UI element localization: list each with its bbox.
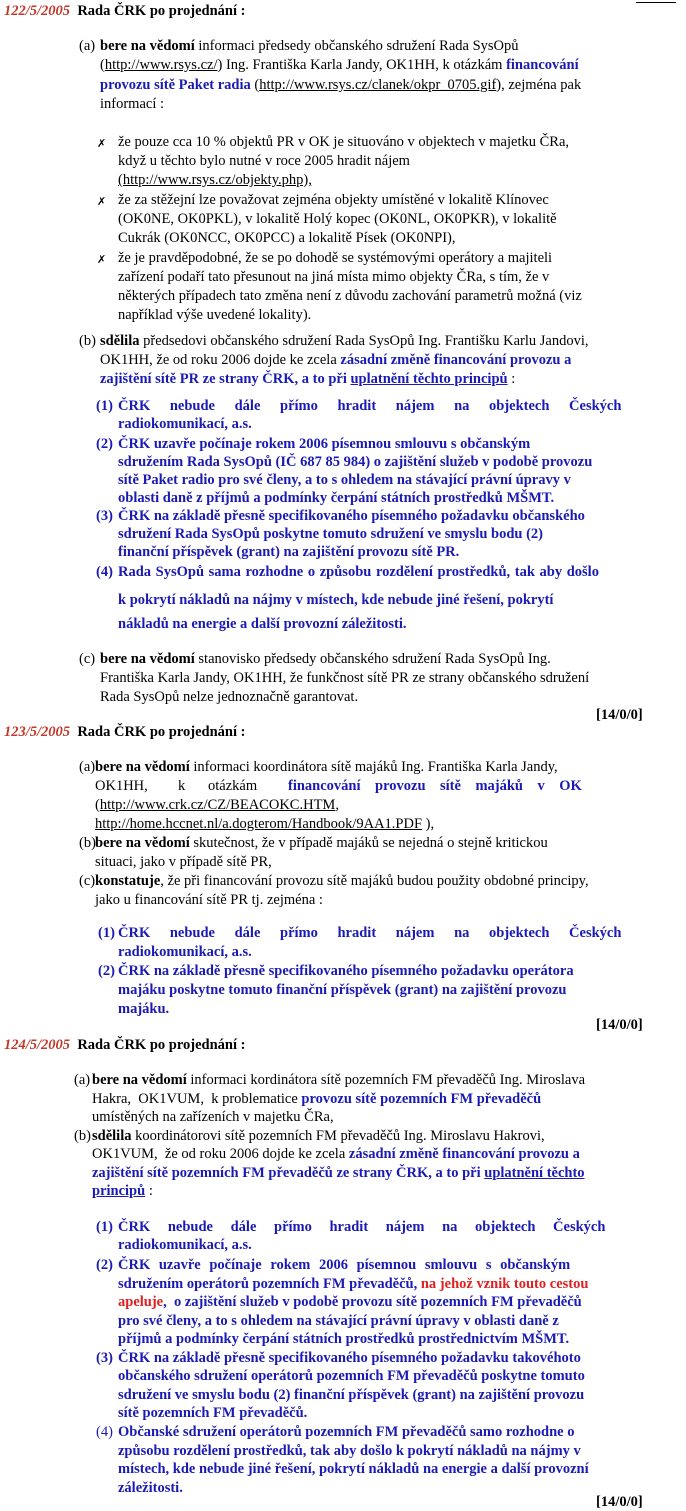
principle-line: ČRK nebude dále přímo hradit nájem na objektech Českých xyxy=(118,398,622,414)
resolution-number: 124/5/2005 xyxy=(4,1037,71,1053)
principle-line: občanského sdružení operátorů pozemních FM převaděčů poskytne tomuto xyxy=(118,1368,585,1384)
principle-line: ČRK na základě přesně specifikovaného písemného požadavku operátora xyxy=(118,963,574,979)
principle-number: (3) xyxy=(96,508,113,524)
blue-highlight: zajištění sítě PR ze strany ČRK, a to při xyxy=(100,371,351,387)
bullet-icon: ✗ xyxy=(97,138,107,150)
bold-lead: konstatuje xyxy=(95,873,161,889)
item-c-label: (c) xyxy=(79,651,96,667)
item-a-line-2: (http://www.rsys.cz/) Ing. Františka Karla Jandy, OK1HH, k otázkám financování xyxy=(100,57,579,73)
item-a-line-1 xyxy=(100,38,648,55)
resolution-title: Rada ČRK po projednání : xyxy=(77,724,246,740)
principle-number: (4) xyxy=(96,1424,113,1440)
text: ), zejména pak xyxy=(496,77,582,93)
item-b-label: (b) xyxy=(74,1128,91,1144)
item-c-label: (c) xyxy=(79,873,96,889)
item-b-line-3 xyxy=(92,1165,585,1182)
text: : xyxy=(507,371,516,387)
text: , o zajištění služeb v podobě provozu sítě pozemních FM převaděčů xyxy=(163,1294,582,1310)
blue-highlight: zásadní změně financování provozu a xyxy=(348,1146,580,1162)
bold-lead: bere na vědomí xyxy=(95,759,190,775)
principle-line: pro své členy, a to s ohledem na stávající právní úpravy v oblasti daně z xyxy=(118,1313,559,1329)
red-highlight: na jehož vznik touto cestou xyxy=(420,1276,589,1292)
resolution-title: Rada ČRK po projednání : xyxy=(77,1037,246,1053)
blue-highlight: zásadní změně financování provozu a xyxy=(340,352,572,368)
text: koordinátorovi sítě pozemních FM převaděčů Ing. Miroslavu Hakrovi, xyxy=(131,1128,545,1144)
text: ( xyxy=(250,77,260,93)
item-a-line-3 xyxy=(100,77,581,94)
item-a-line-4 xyxy=(95,816,434,833)
item-b-line-2 xyxy=(100,352,571,369)
beacokc-link[interactable]: http://www.crk.cz/CZ/BEACOKC.HTM xyxy=(99,797,336,813)
item-c-line-3: Rada SysOpů nelze jednoznačně garantovat. xyxy=(100,689,359,705)
item-a-label: (a) xyxy=(79,759,96,775)
vote-result: [14/0/0] xyxy=(596,707,643,723)
item-b-line-4 xyxy=(92,1183,153,1200)
item-b-line-2: situaci, jako v případě sítě PR, xyxy=(95,854,272,870)
principle-line: místech, kde nebude jiné řešení, pokrytí nákladů na energie a další provozní xyxy=(118,1461,589,1477)
blue-highlight: provozu sítě Paket radia xyxy=(100,77,251,93)
principle-line: ČRK nebude dále přímo hradit nájem na objektech Českých xyxy=(118,925,622,941)
principle-line: sdružení Rada SysOpů poskytne tomuto sdružení ve smyslu bodu (2) xyxy=(118,526,544,542)
principle-line: oblasti daně z příjmů a podmínky čerpání státních prostředků MŠMT. xyxy=(118,490,555,506)
item-b-line-1 xyxy=(92,1128,545,1145)
item-a-line-4: informací : xyxy=(100,96,165,112)
text: : xyxy=(145,1183,153,1199)
item-b-label: (b) xyxy=(79,333,96,349)
item-b-line-1 xyxy=(95,835,548,852)
bold-lead: sdělila xyxy=(92,1128,132,1144)
item-c-line-1 xyxy=(95,873,589,890)
principle-line xyxy=(118,1294,582,1311)
principle-line: způsobu rozdělení prostředků, tak aby došlo k pokrytí nákladů na nájmy v xyxy=(118,1443,581,1459)
item-c-line-2: jako u financování sítě PR tj. zejména : xyxy=(95,892,323,908)
principle-number: (2) xyxy=(96,1257,113,1273)
principle-line: k pokrytí nákladů na nájmy v místech, kde nebude jiné řešení, pokrytí xyxy=(118,592,554,608)
bold-lead: sdělila xyxy=(100,333,140,349)
resolution-123-header xyxy=(4,724,245,741)
blue-underline: uplatnění těchto principů xyxy=(350,371,508,387)
blue-highlight: zajištění sítě pozemních FM převaděčů ze strany ČRK, a to při xyxy=(92,1165,485,1181)
text: informaci koordinátora sítě majáků Ing. Františka Karla Jandy, xyxy=(189,759,558,775)
item-c-line-1 xyxy=(100,651,551,668)
principle-number: (3) xyxy=(96,1350,113,1366)
principle-line: sítě Paket radio pro své členy, a to s ohledem na stávající právní úpravy v xyxy=(118,472,571,488)
principle-line: radiokomunikací, a.s. xyxy=(118,416,252,432)
principle-line: sdružením Rada SysOpů (IČ 687 85 984) o zajištění služeb v podobě provozu xyxy=(118,454,593,470)
principle-number: (1) xyxy=(98,925,115,941)
principle-line: majáku. xyxy=(118,1001,170,1017)
principle-line: Občanské sdružení operátorů pozemních FM převaděčů samo rozhodne o xyxy=(118,1424,575,1440)
item-b-line-2 xyxy=(92,1146,580,1163)
resolution-number: 122/5/2005 xyxy=(4,3,71,19)
item-a-line-3: (http://www.crk.cz/CZ/BEACOKC.HTM, xyxy=(95,797,339,813)
resolution-124-header xyxy=(4,1037,245,1054)
item-a-label: (a) xyxy=(79,38,96,54)
text: OK1HH, že od roku 2006 dojde ke zcela xyxy=(100,352,341,368)
bullet-line: že je pravděpodobné, že se po dohodě se systémovými operátory a majiteli xyxy=(118,250,553,266)
item-a-label: (a) xyxy=(74,1072,91,1088)
principle-line: radiokomunikací, a.s. xyxy=(118,1237,252,1253)
principle-line xyxy=(118,1276,588,1293)
text: ) Ing. Františka Karla Jandy, OK1HH, k otázkám xyxy=(217,57,507,73)
principle-line: majáku poskytne tomuto finanční příspěvek (grant) na zajištění provozu xyxy=(118,982,567,998)
principle-line: sítě pozemních FM převaděčů. xyxy=(118,1405,308,1421)
principle-number: (1) xyxy=(96,1219,113,1235)
item-a-line-2d xyxy=(288,778,582,795)
bullet-line: když u těchto bylo nutné v roce 2005 hradit nájem xyxy=(118,153,410,169)
bullet-line: (OK0NE, OK0PKL), v lokalitě Holý kopec (OK0NL, OK0PKR), v lokalitě xyxy=(118,211,557,227)
vote-result: [14/0/0] xyxy=(596,1494,643,1510)
text: otázkám xyxy=(208,778,258,794)
text: skutečnost, že v případě majáků se nejedná o stejně kritickou xyxy=(189,835,548,851)
item-b-line-3 xyxy=(100,371,515,388)
bullet-icon: ✗ xyxy=(97,254,107,266)
principle-line: radiokomunikací, a.s. xyxy=(118,944,252,960)
resolution-122-header xyxy=(4,3,245,20)
text: předsedovi občanského sdružení Rada SysOpů Ing. Františku Karlu Jandovi, xyxy=(139,333,589,349)
item-a-line-2 xyxy=(95,778,148,795)
blue-highlight: provozu sítě pozemních FM převaděčů xyxy=(301,1091,542,1107)
text: sdružením operátorů pozemních FM převaděčů, xyxy=(118,1276,421,1292)
principle-number: (2) xyxy=(96,436,113,452)
principle-line: příjmů a podmínky čerpání státních prostředků prostřednictvím MŠMT. xyxy=(118,1331,570,1347)
item-a-line-2c xyxy=(208,778,257,795)
principle-line: ČRK uzavře počínaje rokem 2006 písemnou smlouvu s občanským xyxy=(118,1257,571,1273)
bullet-line: že pouze cca 10 % objektů PR v OK je situováno v objektech v majetku ČRa, xyxy=(118,134,570,150)
text: OK1VUM, že od roku 2006 dojde ke zcela xyxy=(92,1146,349,1162)
bullet-line: (http://www.rsys.cz/objekty.php), xyxy=(118,172,312,188)
principle-line: ČRK uzavře počínaje rokem 2006 písemnou smlouvu s občanským xyxy=(118,436,531,452)
text: Hakra, OK1VUM, k problematice xyxy=(92,1091,302,1107)
bold-lead: bere na vědomí xyxy=(100,651,195,667)
text: ), xyxy=(422,816,435,832)
principle-number: (4) xyxy=(96,564,113,580)
item-a-line-2 xyxy=(92,1091,541,1108)
principle-line: sdružení ve smyslu bodu (2) finanční příspěvek (grant) na zajištění provozu xyxy=(118,1387,585,1403)
resolution-number: 123/5/2005 xyxy=(4,724,71,740)
bullet-line: zařízení podaří tato přesunout na jiná místa mimo objekty ČRa, s tím, že v xyxy=(118,269,550,285)
item-a-line-2b xyxy=(178,778,185,795)
blue-underline: principů xyxy=(92,1183,146,1199)
principle-line: nákladů na energie a další provozní záležitosti. xyxy=(118,616,407,632)
bullet-line: Cukrák (OK0NCC, OK0PCC) a lokalitě Písek (OK0NPI), xyxy=(118,230,456,246)
bold-lead: bere na vědomí xyxy=(95,835,190,851)
item-c-line-2: Františka Karla Jandy, OK1HH, že funkčnost sítě PR ze strany občanského sdružení xyxy=(100,670,590,686)
bold-lead: bere na vědomí xyxy=(100,38,195,54)
bullet-line: že za stěžejní lze považovat zejména objekty umístěné v lokalitě Klínovec xyxy=(118,192,549,208)
text: k xyxy=(178,778,186,794)
bullet-icon: ✗ xyxy=(97,196,107,208)
top-edge-fragment xyxy=(636,0,676,3)
principle-number: (2) xyxy=(98,963,115,979)
text: OK1HH, xyxy=(95,778,148,794)
blue-highlight: financování xyxy=(506,57,579,73)
principle-line: ČRK nebude dále přímo hradit nájem na objektech Českých xyxy=(118,1219,606,1235)
blue-underline: uplatnění těchto xyxy=(484,1165,585,1181)
resolution-title: Rada ČRK po projednání : xyxy=(77,3,246,19)
principle-line: záležitosti. xyxy=(118,1480,183,1496)
item-b-label: (b) xyxy=(79,835,96,851)
okpr-link[interactable]: http://www.rsys.cz/clanek/okpr_0705.gif xyxy=(259,77,497,93)
text: , že při financování provozu sítě majáků budou použity obdobné principy, xyxy=(160,873,589,889)
principle-line: ČRK na základě přesně specifikovaného písemného požadavku takovéhoto xyxy=(118,1350,581,1366)
blue-highlight: financování provozu sítě majáků v OK xyxy=(288,778,582,794)
principle-number: (1) xyxy=(96,398,113,414)
text: stanovisko předsedy občanského sdružení Rada SysOpů Ing. xyxy=(194,651,551,667)
red-highlight: apeluje xyxy=(118,1294,164,1310)
rsys-link[interactable]: http://www.rsys.cz/ xyxy=(104,57,218,73)
principle-line: Rada SysOpů sama rozhodne o způsobu rozdělení prostředků, tak aby došlo xyxy=(118,564,599,580)
item-a-line-3: umístěných na zařízeních v majetku ČRa, xyxy=(92,1109,334,1125)
vote-result: [14/0/0] xyxy=(596,1017,643,1033)
principle-line: finanční příspěvek (grant) na zajištění provozu sítě PR. xyxy=(118,544,460,560)
bullet-line: například výše uvedené lokality). xyxy=(118,307,312,323)
handbook-link[interactable]: http://home.hccnet.nl/a.dogterom/Handbook/9AA1.PDF xyxy=(95,816,423,832)
item-a-line-1 xyxy=(92,1072,585,1089)
bullet-line: některých případech tato změna není z důvodu zachování parametrů možná (viz xyxy=(118,288,582,304)
item-a-line-1 xyxy=(95,759,558,776)
bold-lead: bere na vědomí xyxy=(92,1072,187,1088)
text: informaci předsedy občanského sdružení Rada SysOpů xyxy=(194,38,519,54)
text: informaci kordinátora sítě pozemních FM převaděčů Ing. Miroslava xyxy=(186,1072,586,1088)
item-b-line-1 xyxy=(100,333,589,350)
principle-line: ČRK na základě přesně specifikovaného písemného požadavku občanského xyxy=(118,508,585,524)
